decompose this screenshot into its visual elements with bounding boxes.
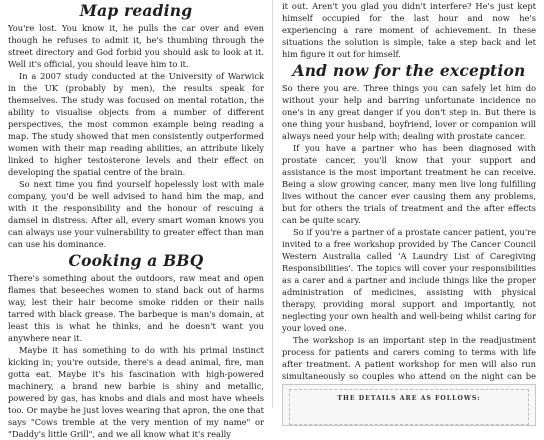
paragraph: There's something about the outdoors, raw meat and open flames that beseeches women to stand back out of harms way, lest their hair become smoke ridden or their nails tarred with black grease. The barbeque is man's domain, at least this is what he thinks, and he doesn't want you anywhere near it. <box>8 273 264 343</box>
details-label: THE DETAILS ARE AS FOLLOWS: <box>337 395 481 402</box>
details-box <box>282 384 536 426</box>
heading-map-reading: Map reading <box>79 1 193 20</box>
paragraph: So if you're a partner of a prostate cancer patient, you're invited to a free workshop provided by The Cancer Council Western Australia called 'A Laundry List of Caregiving Responsibilities'. The topics will cover your responsibilities as a carer and a partner and include things like the proper administration of medicines, assisting with physical therapy, providing moral support and importantly, not neglecting your own health and well-being whilst caring for your loved one. <box>282 227 536 333</box>
paragraph: So next time you find yourself hopelessly lost with male company, you'd be well advised to hand him the map, and with it the responsibility and the honour of rescuing a damsel in distress. After all, every smart woman knows you can always use your vulnerability to greater effect than man can use his dominance. <box>8 179 264 249</box>
heading-cooking-bbq: Cooking a BBQ <box>68 251 204 270</box>
paragraph: You're lost. You know it, he pulls the car over and even though he refuses to admit it, he's thumbing through the street directory and God forbid you should ask to look at it. Well it's official, you should leave him to it. <box>8 23 264 69</box>
paragraph: it out. Aren't you glad you didn't interfere? He's just kept himself occupied for the last hour and now he's experiencing a rare moment of achievement. In these situations the solution is simple, take a step back and let him figure it out for himself. <box>282 1 536 59</box>
heading-exception: And now for the exception <box>292 61 526 80</box>
paragraph: So there you are. Three things you can safely let him do without your help and barring unfortunate incidence no one's in any great danger if you don't step in. But there is one thing your husband, boyfriend, lover or companion will always need your help with; dealing with prostate cancer. <box>282 83 536 141</box>
column-divider <box>272 0 273 408</box>
paragraph: The workshop is an important step in the readjustment process for patients and carers coming to terms with life after treatment. A patient workshop for men will also run simultaneously so couples who attend on the night can be <box>282 335 536 381</box>
paragraph: If you have a partner who has been diagnosed with prostate cancer, you'll know that your support and assistance is the most important treatment he can receive. Being a slow growing cancer, many men live long fulfilling lives without the cancer ever causing them any problems, but for others the trials of treatment and the after effects can be quite scary. <box>282 143 536 225</box>
left-column <box>8 0 264 439</box>
right-column <box>282 0 536 408</box>
paragraph: Maybe it has something to do with his primal instinct kicking in; you're outside, there's a dead animal, fire, man gotta eat. Maybe it's his fascination with high-powered machinery, a brand new barbie is shiny and metallic, powered by gas, has knobs and dials and most have wheels too. Or maybe he just loves wearing that apron, the one that says "Cows tremble at the very mention of my name" or "Daddy's little Grill", and we all know what it's really <box>8 345 264 439</box>
paragraph: In a 2007 study conducted at the University of Warwick in the UK (probably by men), the results speak for themselves. The study was focused on mental rotation, the ability to visualise objects from a number of different perspectives, the most common example being reading a map. The study showed that men consistently outperformed women with their map reading abilities, an attribute likely linked to higher testosterone levels and their effect on developing the spatial centre of the brain. <box>8 71 264 177</box>
